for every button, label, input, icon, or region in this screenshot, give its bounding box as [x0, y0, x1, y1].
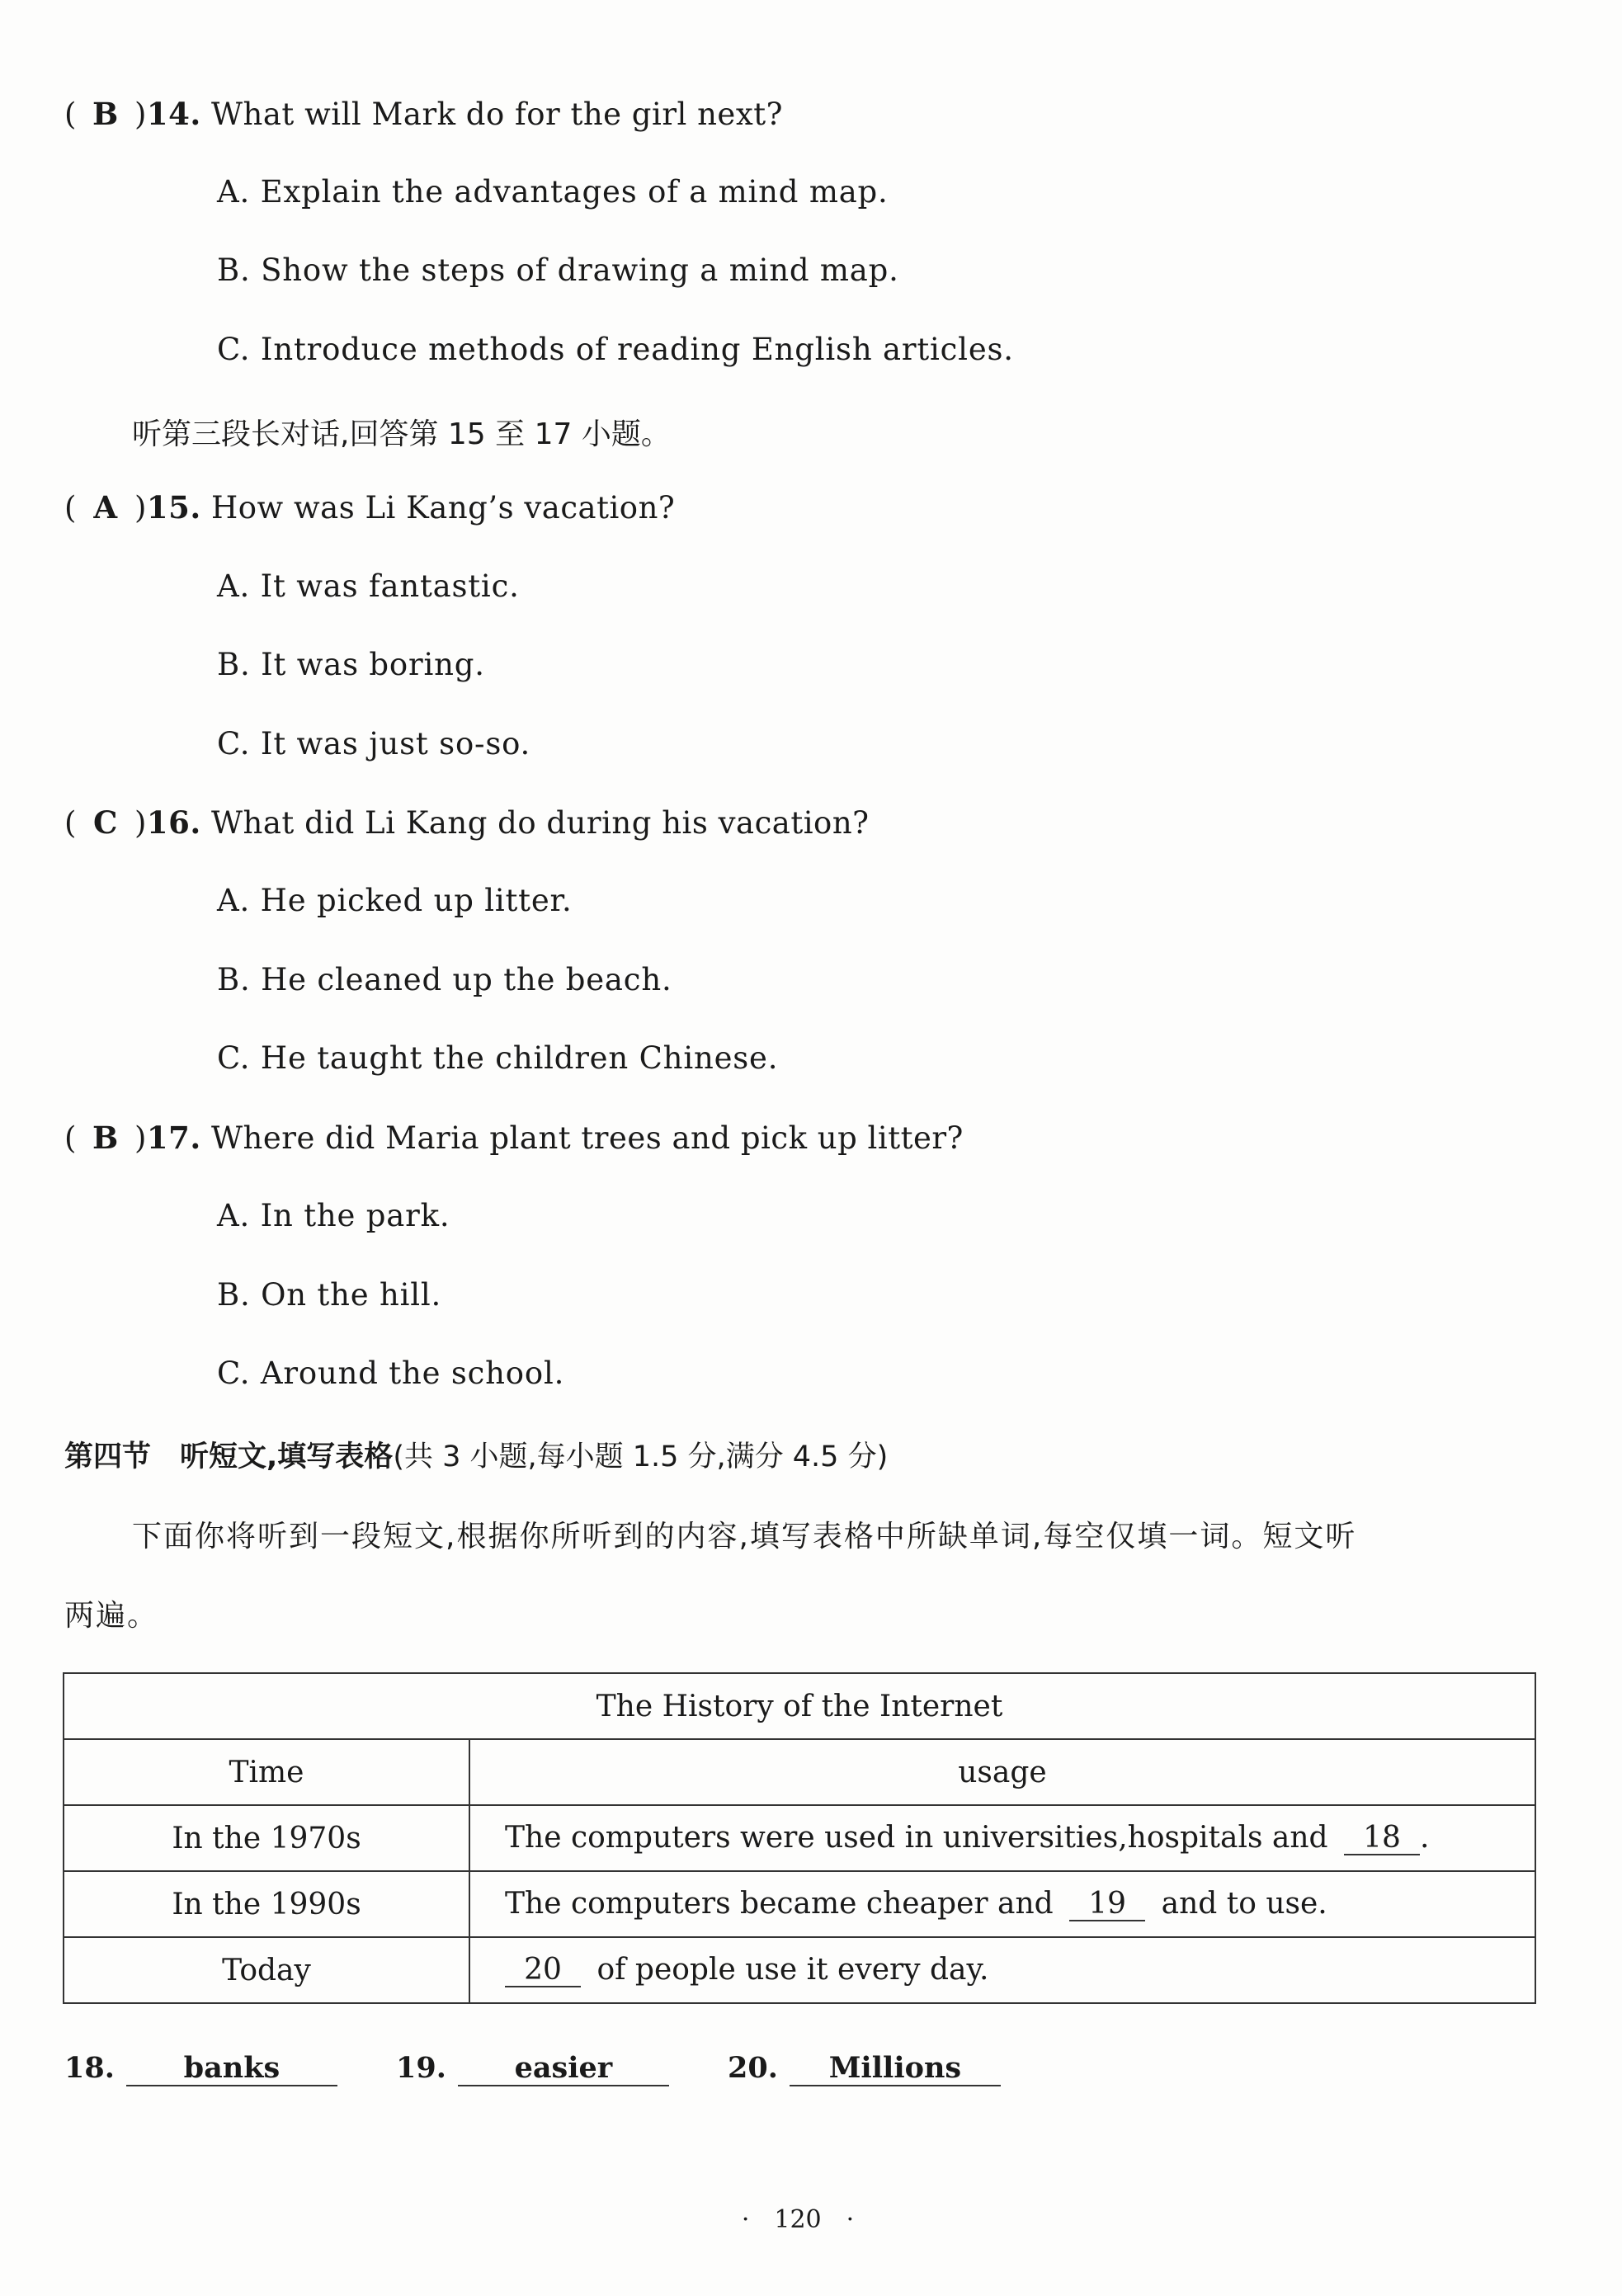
usage-cell: The computers became cheaper and 19 and to use. [469, 1871, 1535, 1937]
question-14: ( B )14. What will Mark do for the girl next? [64, 96, 783, 132]
option-c: C. He taught the children Chinese. [217, 1040, 779, 1076]
option-c: C. It was just so-so. [217, 726, 531, 761]
option-a: A. Explain the advantages of a mind map. [217, 174, 889, 210]
question-17: ( B )17. Where did Maria plant trees and pick up litter? [64, 1120, 964, 1156]
option-c: C. Introduce methods of reading English articles. [217, 332, 1014, 367]
time-cell: In the 1990s [64, 1871, 469, 1937]
option-b: B. Show the steps of drawing a mind map. [217, 252, 899, 288]
table-row [64, 1871, 1535, 1937]
option-b: B. On the hill. [217, 1277, 442, 1313]
header-time: Time [64, 1739, 469, 1805]
section-meta: (共 3 小题,每小题 1.5 分,满分 4.5 分) [393, 1440, 889, 1473]
option-a: A. He picked up litter. [217, 883, 573, 918]
blank-18: 18 [1344, 1822, 1420, 1856]
table-row [64, 1937, 1535, 2003]
section-title: 第四节 听短文,填写表格 [64, 1440, 394, 1473]
usage-cell: 20 of people use it every day. [469, 1937, 1535, 2003]
option-b: B. It was boring. [217, 647, 485, 682]
page-number: · 120 · [741, 2205, 855, 2234]
answer-letter: A [93, 489, 118, 526]
instruction-dialogue-3: 听第三段长对话,回答第 15 至 17 小题。 [132, 417, 671, 451]
answer-letter: B [92, 96, 119, 132]
blank-20: 20 [505, 1954, 581, 1988]
answer-value: easier [458, 2051, 669, 2086]
question-text: How was Li Kang’s vacation? [211, 490, 676, 526]
option-a: A. It was fantastic. [217, 568, 520, 604]
question-number: 16. [146, 804, 201, 841]
answer-value: banks [126, 2051, 337, 2086]
question-number: 17. [146, 1120, 201, 1156]
answer-19: 19. easier [396, 2051, 669, 2086]
question-text: Where did Maria plant trees and pick up litter? [211, 1120, 964, 1156]
header-usage: usage [469, 1739, 1535, 1805]
time-cell: Today [64, 1937, 469, 2003]
answer-18: 18. banks [64, 2051, 337, 2086]
answer-letter: B [92, 1120, 119, 1156]
question-text: What did Li Kang do during his vacation? [211, 805, 870, 841]
blank-19: 19 [1069, 1888, 1145, 1922]
table-title: The History of the Internet [64, 1673, 1535, 1739]
section-heading [64, 1434, 888, 1475]
question-16: ( C )16. What did Li Kang do during his vacation? [64, 804, 870, 841]
table-title-row [64, 1673, 1535, 1739]
question-number: 14. [146, 96, 201, 132]
option-b: B. He cleaned up the beach. [217, 962, 672, 997]
table-header-row [64, 1739, 1535, 1805]
answer-20: 20. Millions [728, 2051, 1001, 2086]
table-row [64, 1805, 1535, 1871]
answer-value: Millions [790, 2051, 1001, 2086]
internet-history-table [63, 1672, 1536, 2004]
option-a: A. In the park. [217, 1198, 450, 1233]
question-number: 15. [146, 489, 201, 526]
usage-cell: The computers were used in universities,hospitals and 18 . [469, 1805, 1535, 1871]
question-15: ( A )15. How was Li Kang’s vacation? [64, 489, 676, 526]
answer-letter: C [92, 804, 118, 841]
question-text: What will Mark do for the girl next? [211, 97, 783, 132]
section-instructions-line2: 两遍。 [64, 1599, 159, 1633]
time-cell: In the 1970s [64, 1805, 469, 1871]
option-c: C. Around the school. [217, 1355, 565, 1391]
section-instructions-line1: 下面你将听到一段短文,根据你所听到的内容,填写表格中所缺单词,每空仅填一词。短文听 [132, 1520, 1357, 1553]
